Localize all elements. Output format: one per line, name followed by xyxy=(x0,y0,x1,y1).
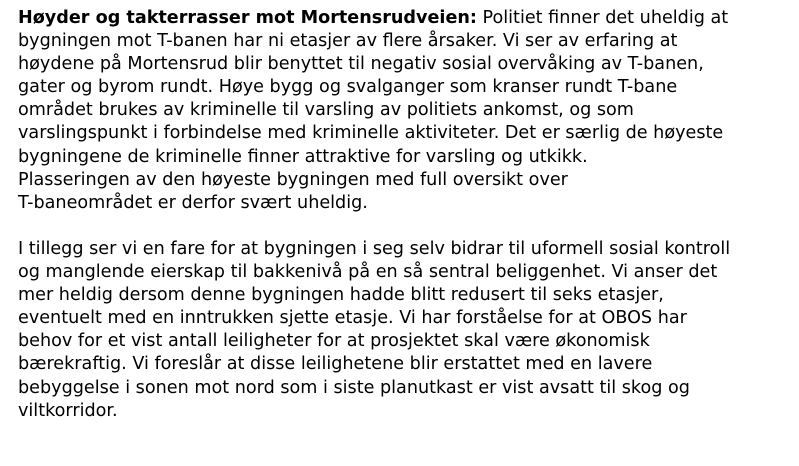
paragraph-line: T-baneområdet er derfor svært uheldig. xyxy=(18,192,368,213)
line-text: Politiet finner det uheldig at xyxy=(476,8,729,28)
paragraph-line: høydene på Mortensrud blir benyttet til negativ sosial overvåking av T-banen, xyxy=(18,54,704,75)
paragraph-line: varslingspunkt i forbindelse med kriminelle aktiviteter. Det er særlig de høyeste xyxy=(18,123,724,144)
paragraph-line xyxy=(18,7,793,30)
paragraph-line: bærekraftig. Vi foreslår at disse leilighetene blir erstattet med en lavere xyxy=(18,354,653,375)
paragraph-line: mer heldig dersom denne bygningen hadde blitt redusert til seks etasjer, xyxy=(18,285,664,306)
section-heading: Høyder og takterrasser mot Mortensrudveien: xyxy=(18,8,477,28)
paragraph-line: Plasseringen av den høyeste bygningen med full oversikt over xyxy=(18,169,568,190)
paragraph-heights-and-roof-terraces xyxy=(18,7,793,215)
paragraph-line: I tillegg ser vi en fare for at bygningen i seg selv bidrar til uformell sosial kontroll xyxy=(18,238,731,259)
paragraph-line: bygningen mot T-banen har ni etasjer av flere årsaker. Vi ser av erfaring at xyxy=(18,31,678,52)
paragraph-line: bebyggelse i sonen mot nord som i siste planutkast er vist avsatt til skog og xyxy=(18,377,690,398)
paragraph-line: og manglende eierskap til bakkenivå på en så sentral beliggenhet. Vi anser det xyxy=(18,262,718,283)
paragraph-line: gater og byrom rundt. Høye bygg og svalganger som kranser rundt T-bane xyxy=(18,77,678,98)
paragraph-informal-social-control xyxy=(18,238,793,423)
paragraph-line: viltkorridor. xyxy=(18,400,118,421)
paragraph-line: behov for et vist antall leiligheter for at prosjektet skal være økonomisk xyxy=(18,331,650,352)
paragraph-line: området brukes av kriminelle til varsling av politiets ankomst, og som xyxy=(18,100,634,121)
paragraph-spacer xyxy=(18,215,793,238)
paragraph-line: eventuelt med en inntrukken sjette etasje. Vi har forståelse for at OBOS har xyxy=(18,308,687,329)
paragraph-line: bygningene de kriminelle finner attraktive for varsling og utkikk. xyxy=(18,146,588,167)
document-body xyxy=(18,7,793,423)
